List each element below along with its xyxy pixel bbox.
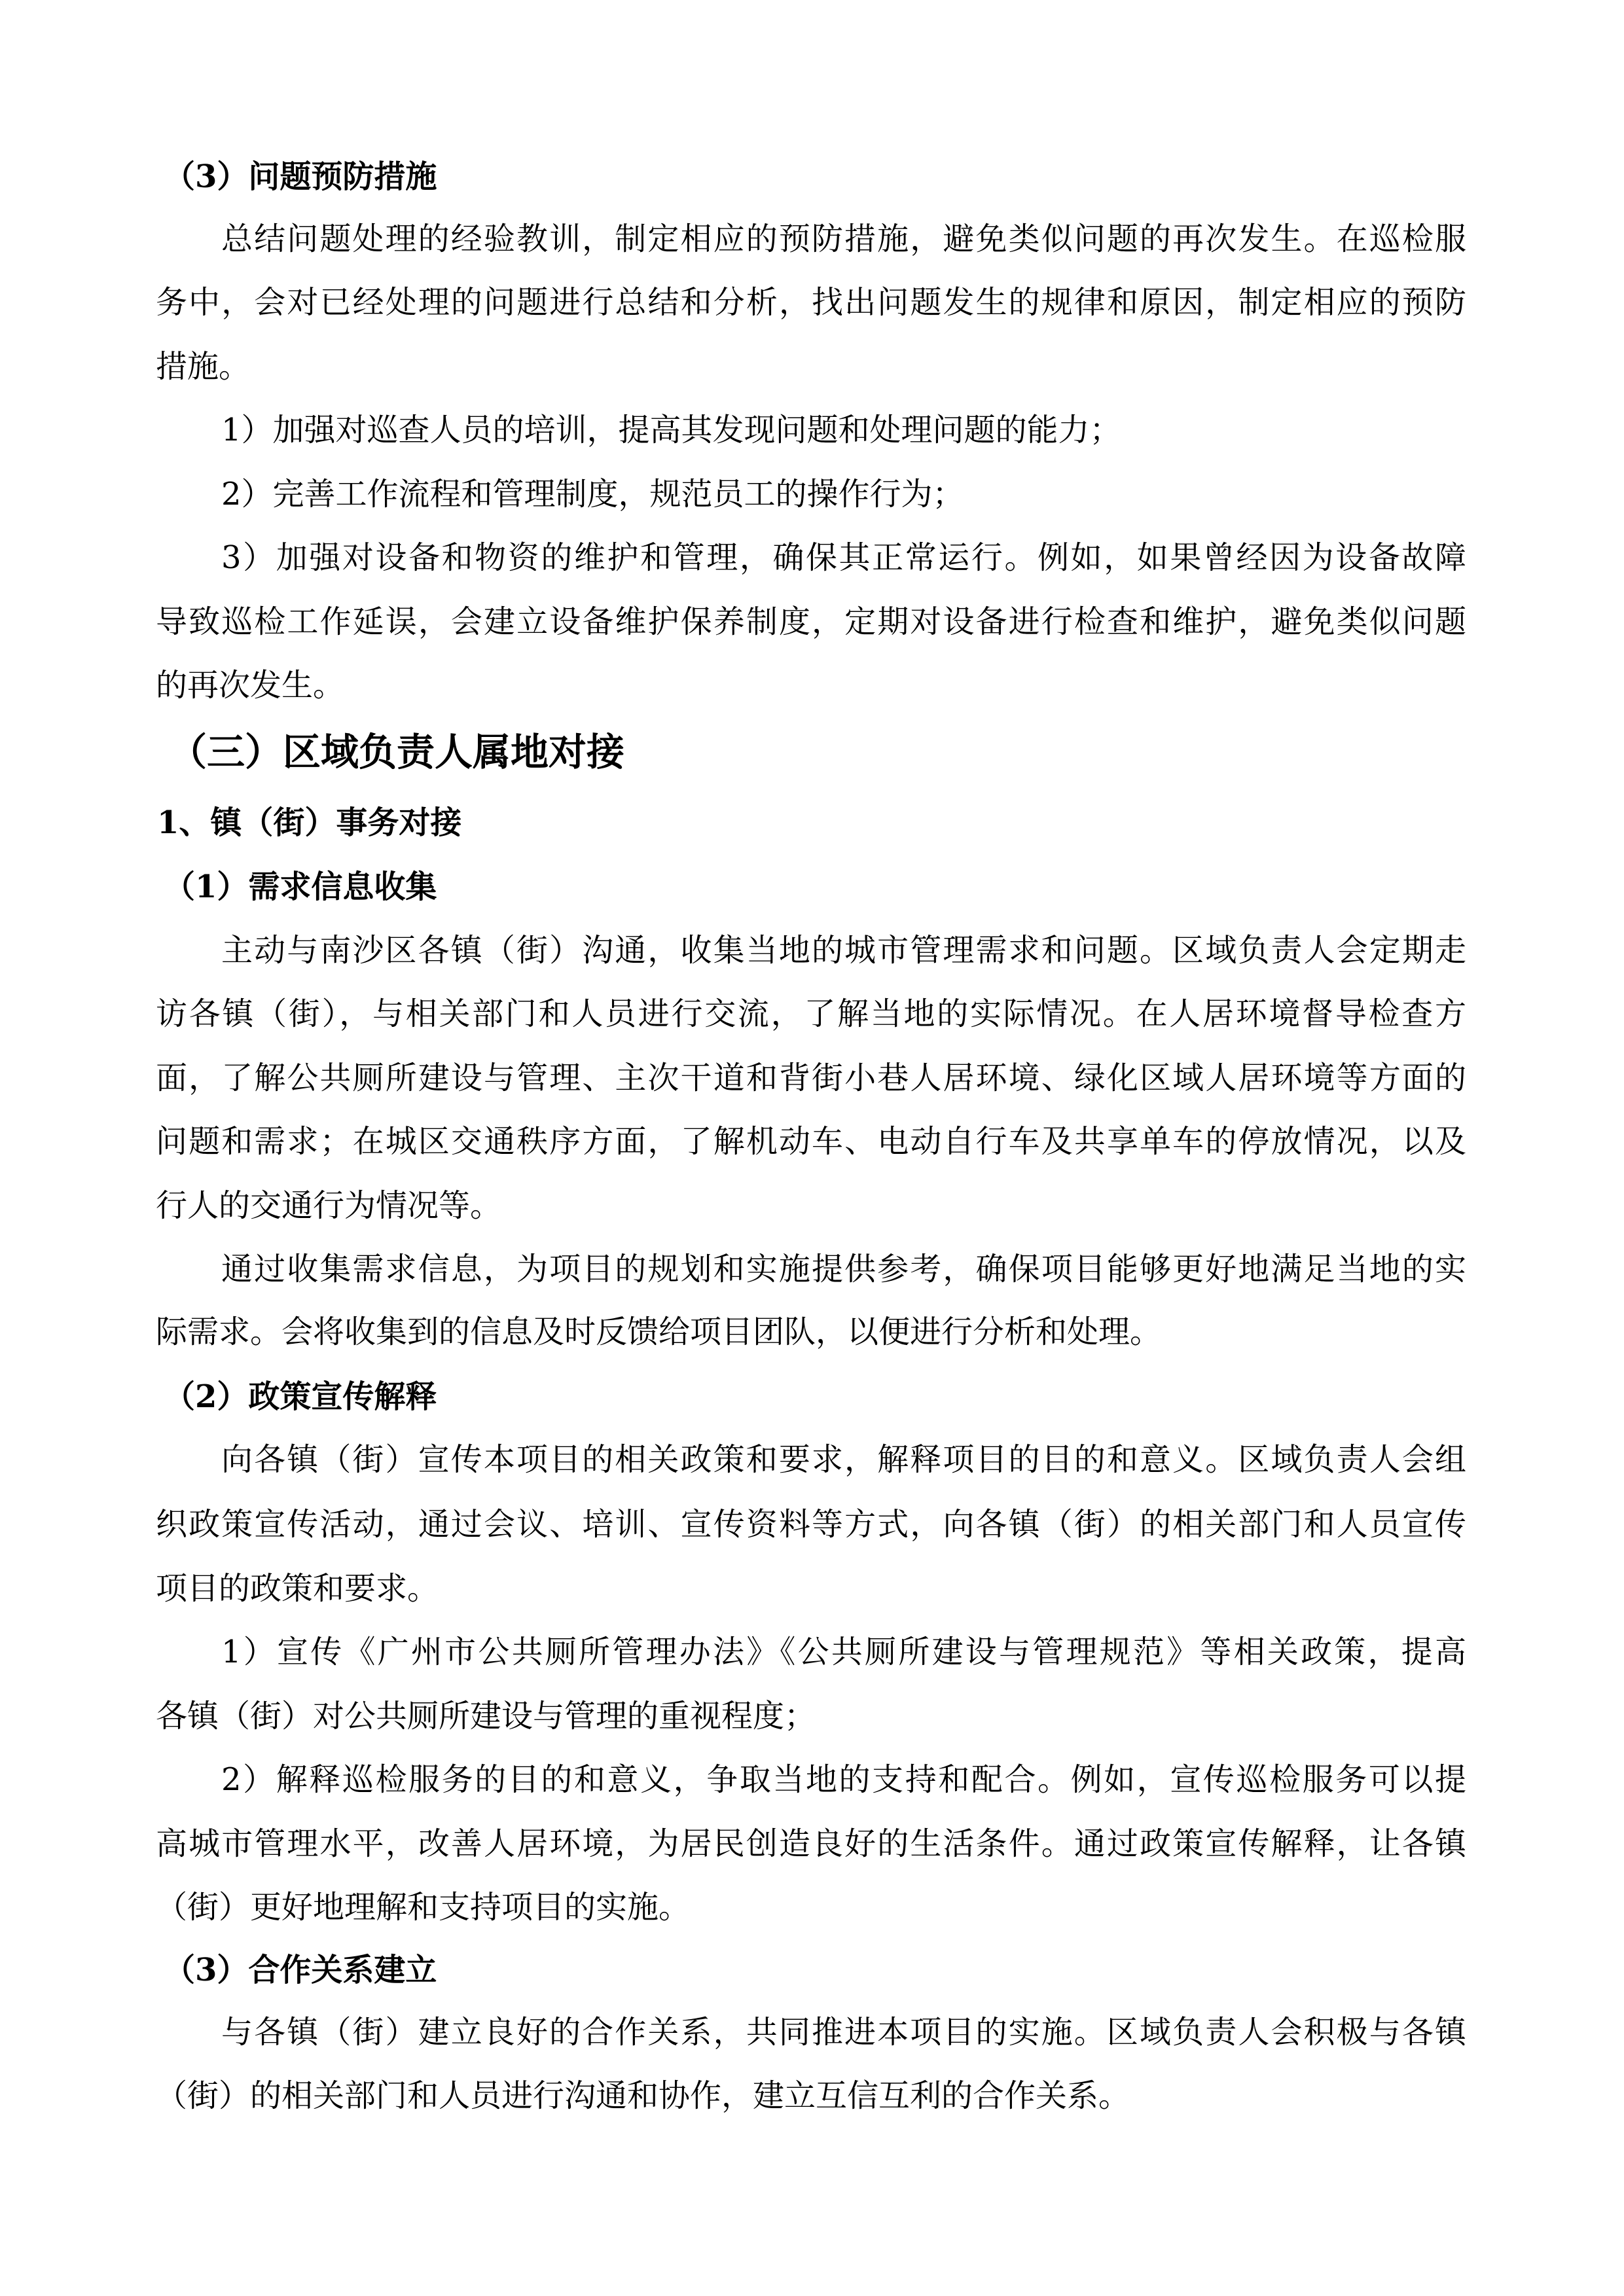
paragraph-line: （街）的相关部门和人员进行沟通和协作，建立互信互利的合作关系。 [156, 2077, 1130, 2114]
subsection-heading-cooperation: （3）合作关系建立 [164, 1952, 437, 1988]
paragraph-line: 际需求。会将收集到的信息及时反馈给项目团队，以便进行分析和处理。 [156, 1314, 1162, 1350]
paragraph-line: 织政策宣传活动，通过会议、培训、宣传资料等方式，向各镇（街）的相关部门和人员宣传 [156, 1506, 1466, 1543]
list-item-1: 1）加强对巡查人员的培训，提高其发现问题和处理问题的能力； [221, 412, 1121, 448]
paragraph-line: 项目的政策和要求。 [156, 1570, 439, 1607]
paragraph-line: 总结问题处理的经验教训，制定相应的预防措施，避免类似问题的再次发生。在巡检服 [221, 221, 1466, 257]
list-item-3: 3）加强对设备和物资的维护和管理，确保其正常运行。例如，如果曾经因为设备故障 [221, 539, 1466, 576]
paragraph-line: 行人的交通行为情况等。 [156, 1187, 502, 1224]
paragraph-line: 问题和需求；在城区交通秩序方面，了解机动车、电动自行车及共享单车的停放情况，以及 [156, 1123, 1466, 1160]
list-item-2: 2）完善工作流程和管理制度，规范员工的操作行为； [221, 476, 964, 512]
subsection-heading-problem-prevention: （3）问题预防措施 [164, 158, 437, 195]
paragraph-line: （街）更好地理解和支持项目的实施。 [156, 1889, 691, 1926]
paragraph-line: 主动与南沙区各镇（街）沟通，收集当地的城市管理需求和问题。区域负责人会定期走 [221, 932, 1466, 969]
subsection-heading-town-affairs: 1、镇（街）事务对接 [157, 804, 462, 841]
paragraph-line: 务中，会对已经处理的问题进行总结和分析，找出问题发生的规律和原因，制定相应的预防 [156, 284, 1466, 321]
paragraph-line: 访各镇（街），与相关部门和人员进行交流，了解当地的实际情况。在人居环境督导检查方 [156, 996, 1466, 1032]
subsection-heading-policy-publicity: （2）政策宣传解释 [164, 1378, 437, 1415]
paragraph-line: 与各镇（街）建立良好的合作关系，共同推进本项目的实施。区域负责人会积极与各镇 [221, 2014, 1466, 2051]
paragraph-line: 向各镇（街）宣传本项目的相关政策和要求，解释项目的目的和意义。区域负责人会组 [221, 1441, 1466, 1478]
paragraph-line: 通过收集需求信息，为项目的规划和实施提供参考，确保项目能够更好地满足当地的实 [221, 1251, 1466, 1287]
paragraph-line: 的再次发生。 [156, 667, 345, 704]
paragraph-line: 导致巡检工作延误，会建立设备维护保养制度，定期对设备进行检查和维护，避免类似问题 [156, 603, 1466, 640]
section-heading-regional-liaison: （三）区域负责人属地对接 [169, 730, 625, 774]
list-item-2: 2）解释巡检服务的目的和意义，争取当地的支持和配合。例如，宣传巡检服务可以提 [221, 1761, 1466, 1798]
paragraph-line: 面，了解公共厕所建设与管理、主次干道和背街小巷人居环境、绿化区域人居环境等方面的 [156, 1060, 1466, 1096]
paragraph-line: 高城市管理水平，改善人居环境，为居民创造良好的生活条件。通过政策宣传解释，让各镇 [156, 1825, 1466, 1862]
paragraph-line: 各镇（街）对公共厕所建设与管理的重视程度； [156, 1698, 816, 1734]
subsection-heading-demand-collection: （1）需求信息收集 [164, 869, 437, 905]
paragraph-line: 措施。 [156, 348, 251, 385]
list-item-1: 1）宣传《广州市公共厕所管理办法》《公共厕所建设与管理规范》等相关政策，提高 [221, 1634, 1466, 1670]
